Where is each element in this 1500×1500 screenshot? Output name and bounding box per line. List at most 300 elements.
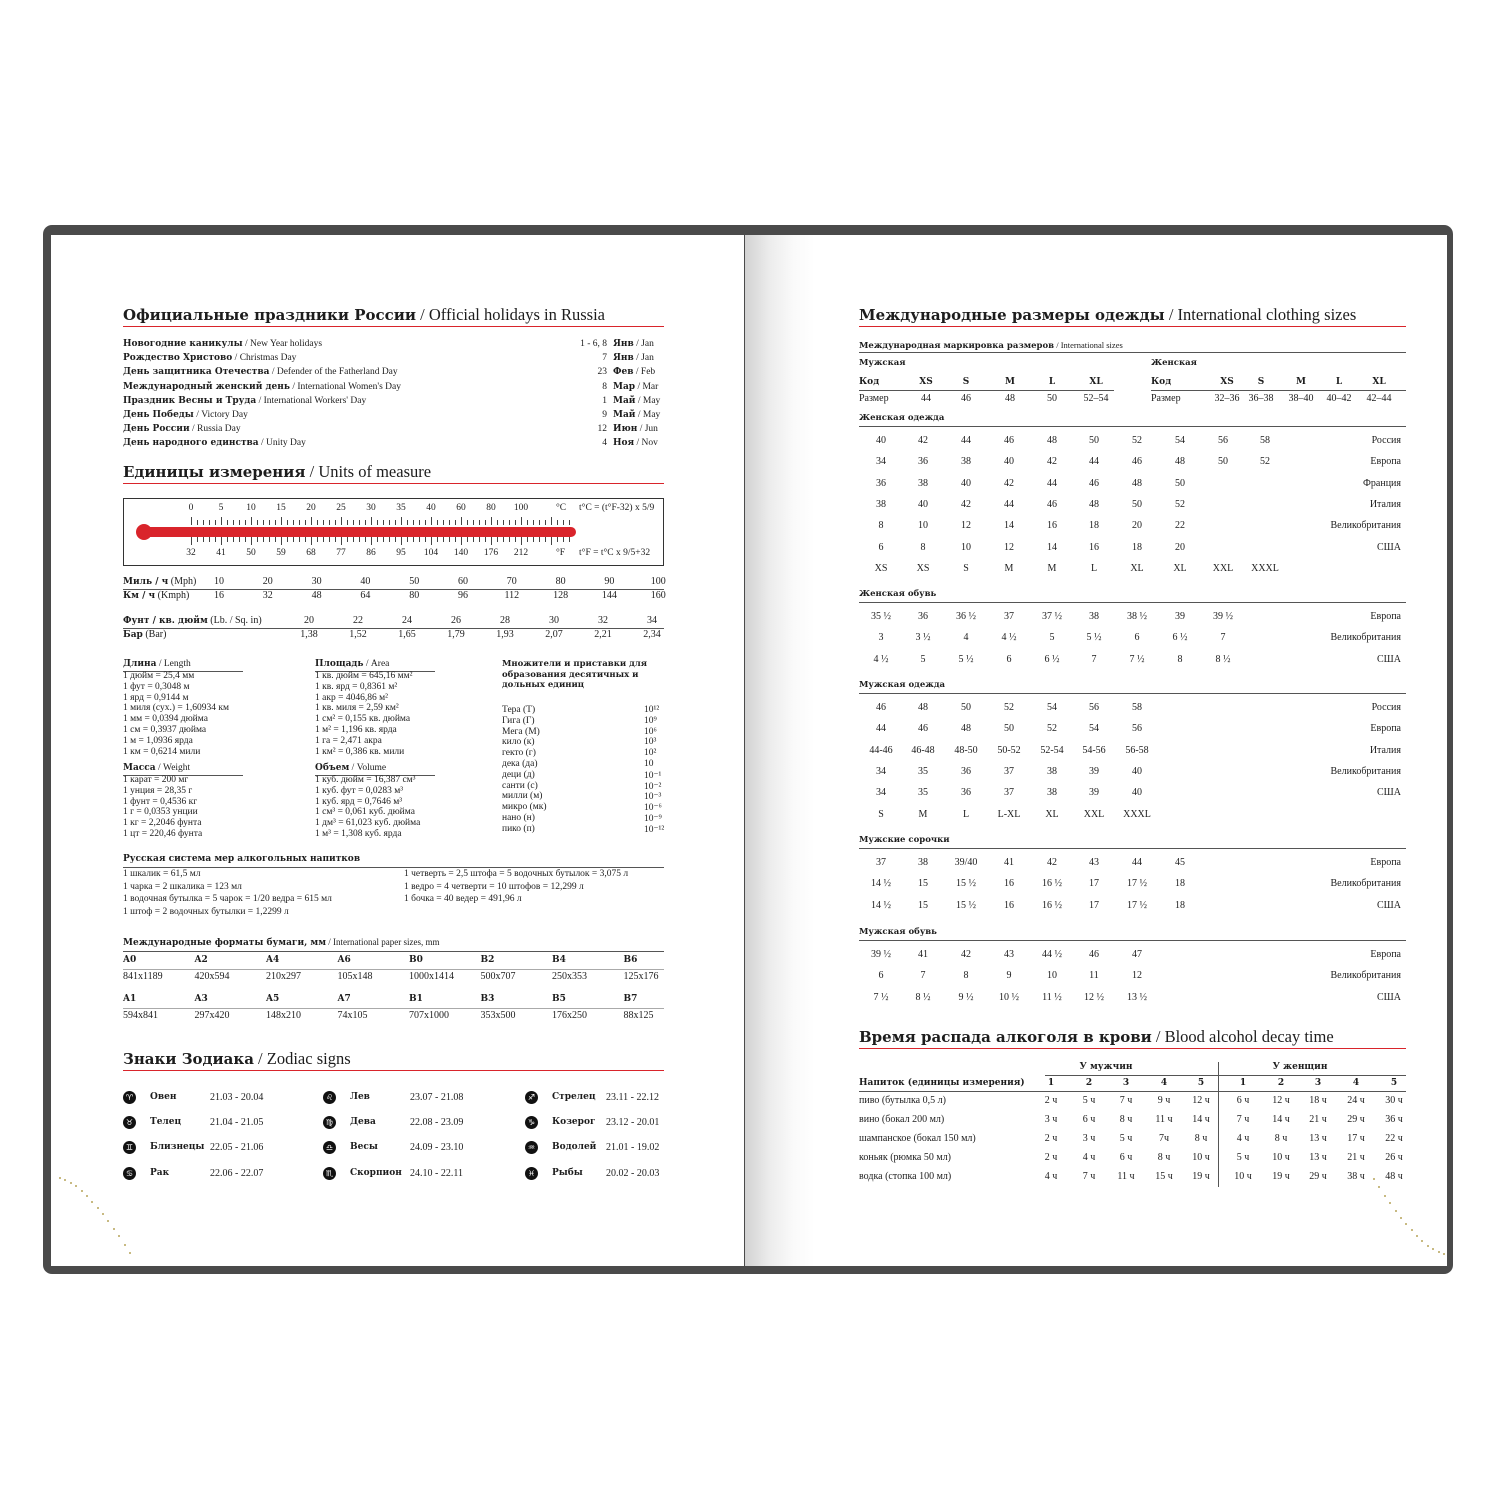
size-value: 38 [918, 477, 928, 489]
size-value: 46 [1089, 477, 1099, 489]
fahrenheit-formula: t°F = t°C x 9/5+32 [579, 548, 651, 558]
size-value: 36 [918, 611, 928, 622]
paper-format-name: A6 [337, 955, 351, 965]
celsius-tick-label: 20 [306, 503, 316, 513]
size-value: 16 [1004, 899, 1014, 911]
women-code-label: Код [1151, 377, 1172, 387]
size-value: 46 [1132, 456, 1142, 468]
notebook-cover [43, 225, 1453, 1274]
size-value: 35 [918, 765, 928, 777]
fahrenheit-scale-tick [317, 537, 318, 542]
holiday-row [123, 353, 296, 363]
celsius-scale-tick [431, 517, 432, 525]
fahrenheit-scale-tick [377, 537, 378, 542]
size-value: 40 [1004, 456, 1014, 468]
celsius-formula: t°C = (t°F-32) x 5/9 [579, 503, 655, 513]
celsius-scale-tick [545, 520, 546, 525]
area-item: 1 кв. дюйм = 645,16 мм² [315, 671, 413, 681]
celsius-scale-tick [473, 520, 474, 525]
alcohol-measure-item: 1 ведро = 4 четверти = 10 штофов = 12,299 л [404, 881, 584, 892]
fahrenheit-tick-label: 86 [366, 548, 376, 558]
size-value: 8 ½ [915, 991, 931, 1003]
size-value: 40 [876, 435, 886, 446]
fahrenheit-scale-tick [485, 537, 486, 542]
holiday-month-ru: Ноя [613, 438, 635, 449]
zodiac-1-icon: ♈ [123, 1091, 136, 1104]
men-hours: 3 ч [1044, 1114, 1058, 1125]
size-value: 50 [1004, 723, 1014, 735]
intl-sizes-divider [859, 352, 1406, 353]
size-country: Европа [1370, 949, 1401, 960]
mph-label-unit: (Mph) [170, 576, 197, 587]
size-value: 39/40 [954, 857, 978, 868]
clothing-title-ru: Международные размеры одежды [859, 306, 1165, 324]
holiday-month-sep: / [634, 438, 642, 449]
size-value: 9 [1006, 970, 1012, 982]
size-value: 34 [876, 456, 886, 468]
size-value: 16 [1089, 541, 1099, 553]
fahrenheit-scale-tick [371, 537, 372, 545]
size-value: 37 [1004, 787, 1014, 799]
prefix-value: 10⁶ [644, 726, 657, 737]
length-item: 1 дюйм = 25,4 мм [123, 671, 195, 681]
zodiac-8-icon: ♏ [323, 1167, 336, 1180]
holiday-month-en: Mar [642, 381, 659, 392]
area-item: 1 кв. ярд = 0,8361 м² [315, 681, 398, 692]
men-hours: 6 ч [1119, 1152, 1133, 1163]
paper-sizes-title-en: International paper sizes, mm [333, 937, 440, 947]
kmh-value: 80 [409, 590, 420, 601]
prefix-value: 10³ [644, 737, 657, 748]
decorative-dot [70, 1182, 72, 1184]
decorative-dot [118, 1235, 120, 1237]
size-value: 56 [1132, 723, 1142, 735]
celsius-scale-tick [521, 517, 522, 525]
alcohol-title-ru: Время распада алкоголя в крови [859, 1028, 1152, 1046]
paper-format-size: 841x1189 [123, 971, 163, 982]
celsius-scale-tick [269, 520, 270, 525]
zodiac-dates: 22.05 - 21.06 [210, 1142, 264, 1154]
size-table-title: Мужская одежда [859, 680, 945, 690]
size-table-divider [859, 848, 1406, 849]
celsius-scale-tick [401, 517, 402, 525]
decorative-dot [97, 1207, 99, 1209]
celsius-scale-tick [557, 520, 558, 525]
celsius-scale-tick [197, 520, 198, 525]
size-value: 44 ½ [1042, 949, 1062, 960]
zodiac-dates: 21.03 - 20.04 [210, 1092, 264, 1103]
celsius-tick-label: 30 [366, 503, 376, 513]
women-size: 42–44 [1366, 393, 1392, 404]
paper-format-name: A0 [123, 955, 137, 965]
holiday-row [123, 424, 241, 434]
size-value: 18 [1132, 541, 1142, 553]
fahrenheit-label: °F [556, 548, 566, 558]
length-heading [123, 659, 191, 669]
zodiac-name: Козерог [552, 1117, 596, 1128]
clothing-title-sep: / [1164, 305, 1178, 324]
celsius-scale-tick [527, 520, 528, 525]
size-value: 6 [1006, 653, 1012, 665]
length-item: 1 ярд = 0,9144 м [123, 692, 189, 703]
drink-name: водка (стопка 100 мл) [859, 1171, 952, 1182]
size-table-divider [859, 940, 1406, 941]
holiday-month [613, 396, 660, 406]
fahrenheit-scale-tick [311, 537, 312, 545]
paper-format-name: B4 [552, 955, 566, 965]
mph-label [123, 576, 196, 587]
fahrenheit-scale-tick [197, 537, 198, 542]
celsius-scale-tick [287, 520, 288, 525]
kmh-label-unit: (Kmph) [157, 590, 190, 601]
area-heading-sep: / [363, 659, 371, 669]
fahrenheit-scale-tick [557, 537, 558, 542]
fahrenheit-scale-tick [425, 537, 426, 542]
volume-item: 1 дм³ = 61,023 куб. дюйма [315, 818, 421, 829]
kmh-value: 128 [553, 590, 569, 601]
size-value: 46 [1089, 949, 1099, 960]
size-value: 44 [876, 723, 886, 735]
celsius-scale-tick [485, 520, 486, 525]
celsius-scale-tick [515, 520, 516, 525]
holiday-month-sep: / [635, 410, 643, 420]
length-heading-ru: Длина [123, 659, 157, 669]
celsius-scale-tick [359, 520, 360, 525]
bar-value: 2,07 [545, 629, 563, 640]
paper-format-name: B7 [623, 994, 638, 1004]
bar-value: 2,34 [643, 629, 661, 640]
alcohol-measures-divider [123, 867, 664, 868]
decorative-dot [107, 1220, 109, 1222]
holiday-sep: / [289, 381, 298, 392]
holiday-month [613, 424, 658, 434]
celsius-scale-tick [341, 517, 342, 525]
clothing-title [859, 305, 1406, 327]
zodiac-dates: 23.11 - 22.12 [606, 1092, 659, 1103]
fahrenheit-scale-tick [569, 537, 570, 542]
zodiac-name: Скорпион [350, 1167, 402, 1178]
celsius-tick-label: 5 [218, 503, 224, 513]
fahrenheit-scale-tick [215, 537, 216, 542]
alcohol-measure-item: 1 четверть = 2,5 штофа = 5 водочных бутылок = 3,075 л [404, 869, 629, 879]
women-hours: 14 ч [1272, 1114, 1290, 1125]
size-value: 15 ½ [956, 878, 976, 890]
celsius-label: °C [556, 503, 567, 513]
size-value: XXL [1083, 808, 1105, 820]
bar-value: 1,65 [398, 629, 416, 640]
area-item: 1 см² = 0,155 кв. дюйма [315, 714, 411, 725]
fahrenheit-scale-tick [509, 537, 510, 542]
kmh-value: 112 [504, 590, 520, 601]
size-value: 52 [1132, 435, 1142, 446]
prefix-name: нано (н) [502, 813, 535, 823]
size-value: 5 [920, 653, 926, 665]
size-value: 12 [1132, 970, 1142, 982]
size-value: 39 ½ [871, 949, 891, 960]
intl-sizes-title-ru: Международная маркировка размеров [859, 341, 1055, 351]
holiday-month-ru: Июн [613, 424, 638, 435]
men-group-label: У мужчин [1079, 1062, 1133, 1072]
size-country: США [1377, 991, 1401, 1003]
mass-heading [123, 763, 190, 773]
size-value: L [1090, 562, 1098, 574]
size-country: Италия [1369, 498, 1401, 510]
holiday-month-sep: / [635, 395, 643, 406]
holiday-month-en: Nov [641, 438, 658, 449]
celsius-scale-tick [497, 520, 498, 525]
holiday-day: 4 [602, 438, 607, 449]
size-value: 42 [961, 498, 971, 510]
size-value: 8 [920, 541, 926, 553]
prefix-name: гекто (г) [502, 748, 536, 759]
size-value: 46 [1047, 498, 1057, 510]
size-value: 39 [1089, 765, 1099, 777]
paper-format-size: 125x176 [623, 971, 659, 982]
celsius-scale-tick [563, 520, 564, 525]
length-heading-sep: / [156, 659, 164, 669]
size-country: Великобритания [1330, 520, 1401, 532]
page-gutter-shadow [745, 235, 815, 1266]
prefix-value: 10⁻⁶ [644, 803, 662, 814]
holiday-month-ru: Янв [613, 339, 634, 349]
size-country: Европа [1370, 857, 1401, 868]
fahrenheit-scale-tick [257, 537, 258, 542]
size-value: 36 [961, 765, 971, 777]
size-value: 34 [876, 787, 886, 799]
size-value: 12 [961, 520, 971, 532]
size-value: 20 [1132, 520, 1142, 532]
men-code: M [1005, 377, 1015, 387]
size-value: 7 ½ [873, 991, 889, 1003]
alcohol-measure-item: 1 шкалик = 61,5 мл [123, 869, 201, 879]
celsius-scale-tick [569, 520, 570, 525]
celsius-scale-tick [317, 520, 318, 525]
paper-format-size: 594x841 [123, 1010, 158, 1021]
length-item: 1 м = 1,0936 ярда [123, 735, 193, 746]
fahrenheit-scale-tick [269, 537, 270, 542]
prefix-value: 10¹² [644, 705, 660, 715]
decorative-dot [1438, 1251, 1440, 1253]
size-value: 18 [1175, 878, 1185, 890]
decorative-dot [64, 1179, 66, 1181]
fahrenheit-scale-tick [407, 537, 408, 542]
fahrenheit-scale-tick [491, 537, 492, 545]
prefix-value: 10⁻⁹ [644, 814, 662, 824]
holiday-name-ru: День народного единства [123, 438, 259, 449]
holiday-name-ru: День защитника Отечества [123, 367, 270, 378]
celsius-scale-tick [371, 517, 372, 525]
fahrenheit-scale-tick [455, 537, 456, 542]
celsius-scale-tick [455, 520, 456, 525]
holiday-day: 23 [597, 367, 607, 378]
size-value: 41 [918, 949, 928, 960]
size-value: 12 ½ [1084, 991, 1104, 1003]
fahrenheit-scale-tick [347, 537, 348, 542]
decorative-dot [1427, 1245, 1429, 1247]
women-hours: 10 ч [1272, 1152, 1290, 1163]
holiday-month-sep: / [633, 367, 641, 378]
psi-value: 22 [353, 615, 363, 626]
celsius-scale-tick [305, 520, 306, 525]
fahrenheit-tick-label: 212 [513, 548, 529, 558]
size-value: 36 [961, 787, 971, 799]
size-value: 48 [1089, 498, 1099, 510]
size-value: 42 [1047, 456, 1057, 468]
women-hours: 7 ч [1236, 1114, 1250, 1125]
women-size: 38–40 [1288, 393, 1314, 404]
prefixes-title: Множители и приставки для образования десятичных и дольных единиц [502, 659, 648, 690]
size-value: 48 [1175, 456, 1185, 468]
size-value: 8 ½ [1215, 653, 1231, 665]
men-hours: 19 ч [1192, 1171, 1210, 1182]
holidays-title-en: Official holidays in Russia [428, 305, 606, 324]
men-sizes-divider [859, 390, 1114, 391]
fahrenheit-tick-label: 59 [276, 548, 286, 558]
size-value: XXL [1212, 562, 1234, 574]
fahrenheit-scale-tick [209, 537, 210, 542]
volume-item: 1 м³ = 1,308 куб. ярда [315, 829, 402, 839]
women-size: 36–38 [1248, 393, 1274, 404]
decorative-dot [59, 1177, 61, 1179]
men-hours: 8 ч [1119, 1114, 1133, 1125]
women-code: XL [1372, 377, 1386, 387]
decorative-dot [1416, 1235, 1418, 1237]
psi-label-ru: Фунт / кв. дюйм [123, 616, 208, 626]
paper-format-size: 105x148 [337, 971, 373, 982]
holiday-month-sep: / [633, 339, 642, 349]
size-value: 47 [1132, 949, 1142, 960]
paper-format-name: A2 [194, 955, 208, 965]
holiday-day: 1 - 6, 8 [580, 339, 607, 349]
zodiac-10-icon: ♑ [525, 1116, 538, 1129]
size-value: XXXL [1123, 808, 1151, 820]
volume-item: 1 куб. дюйм = 16,387 см³ [315, 775, 416, 785]
holiday-sep: / [232, 353, 240, 364]
decorative-dot [91, 1201, 93, 1203]
prefix-name: деци (д) [502, 769, 535, 780]
size-value: 48 [1047, 435, 1057, 446]
size-value: 44 [1047, 477, 1057, 489]
mph-value: 30 [311, 576, 322, 587]
zodiac-dates: 21.04 - 21.05 [210, 1117, 264, 1129]
celsius-tick-label: 40 [426, 503, 436, 513]
men-hours: 14 ч [1192, 1114, 1210, 1125]
alcohol-title-sep: / [1151, 1027, 1165, 1046]
fahrenheit-tick-label: 95 [396, 548, 406, 558]
size-value: 38 [1047, 765, 1057, 777]
size-value: 38 ½ [1127, 611, 1147, 622]
zodiac-dates: 24.10 - 22.11 [410, 1167, 463, 1179]
men-hours: 11 ч [1155, 1114, 1173, 1125]
celsius-tick-label: 15 [276, 503, 286, 513]
men-hours: 2 ч [1044, 1152, 1058, 1163]
prefix-value: 10⁹ [644, 715, 657, 726]
size-value: 58 [1132, 702, 1142, 713]
fahrenheit-tick-label: 41 [216, 548, 226, 558]
men-hours: 4 ч [1044, 1171, 1058, 1182]
decorative-dot [1411, 1229, 1413, 1231]
holiday-name-en: Defender of the Fatherland Day [276, 367, 398, 378]
holiday-month-en: May [642, 395, 661, 406]
decorative-dot [1378, 1186, 1380, 1188]
celsius-tick-label: 10 [246, 503, 256, 513]
size-value: 38 [1047, 787, 1057, 799]
size-value: 6 [878, 970, 884, 982]
size-value: L-XL [997, 808, 1021, 820]
celsius-scale-tick [245, 520, 246, 525]
size-country: Франция [1363, 477, 1401, 489]
celsius-scale-tick [299, 520, 300, 525]
psi-value: 30 [549, 615, 559, 626]
zodiac-title [123, 1049, 664, 1071]
size-value: 5 ½ [958, 653, 974, 665]
area-heading-ru: Площадь [315, 659, 364, 669]
size-country: Европа [1370, 723, 1401, 735]
holiday-name-en: New Year holidays [250, 339, 323, 349]
thermometer-bar [138, 527, 576, 537]
zodiac-dates: 23.12 - 20.01 [606, 1117, 660, 1129]
alcohol-measure-item: 1 водочная бутылка = 5 чарок = 1/20 ведра = 615 мл [123, 894, 332, 904]
size-value: 52 [1047, 723, 1057, 735]
celsius-scale-tick [377, 520, 378, 525]
size-value: 41 [1004, 857, 1014, 868]
decorative-dot [1384, 1195, 1386, 1197]
size-value: 46 [876, 702, 886, 713]
men-code: XL [1089, 377, 1103, 387]
kmh-label-ru: Км / ч [123, 591, 156, 601]
celsius-tick-label: 80 [486, 503, 496, 513]
decorative-dot [1400, 1217, 1402, 1219]
mass-item: 1 фунт = 0,4536 кг [123, 796, 198, 807]
paper-format-size: 148x210 [266, 1010, 301, 1021]
holiday-name-ru: Рождество Христово [123, 353, 233, 364]
size-country: США [1377, 653, 1401, 665]
size-value: 42 [961, 949, 971, 960]
size-value: L [962, 808, 970, 820]
zodiac-name: Телец [150, 1117, 182, 1128]
women-hours: 38 ч [1347, 1171, 1365, 1182]
size-value: 44 [961, 435, 971, 446]
size-value: 18 [1175, 899, 1185, 911]
size-value: 37 ½ [1042, 611, 1062, 622]
size-value: 48 [1132, 477, 1142, 489]
men-size: 52–54 [1083, 393, 1109, 404]
holiday-sep: / [189, 424, 198, 435]
women-hours: 13 ч [1309, 1133, 1327, 1144]
fahrenheit-scale-tick [551, 537, 552, 545]
paper-format-name: B2 [480, 955, 495, 965]
zodiac-12-icon: ♓ [525, 1167, 538, 1180]
psi-value: 26 [451, 615, 461, 626]
holiday-day: 1 [602, 395, 607, 406]
holiday-name-en: Russia Day [197, 424, 241, 435]
psi-value: 20 [304, 615, 314, 626]
holiday-name-ru: День России [123, 424, 190, 435]
paper-format-size: 1000x1414 [409, 971, 454, 982]
psi-label [123, 615, 262, 626]
size-value: 15 [918, 878, 928, 890]
paper-sizes-sep: / [326, 937, 334, 947]
size-country: Великобритания [1330, 970, 1401, 982]
drink-header: Напиток (единицы измерения) [859, 1078, 1025, 1088]
celsius-scale-tick [449, 520, 450, 525]
bar-value: 1,93 [496, 629, 514, 640]
women-hours: 36 ч [1385, 1114, 1403, 1125]
left-page [51, 235, 744, 1266]
size-value: 36 ½ [956, 611, 976, 622]
fahrenheit-scale-tick [305, 537, 306, 542]
holiday-month [613, 410, 660, 420]
